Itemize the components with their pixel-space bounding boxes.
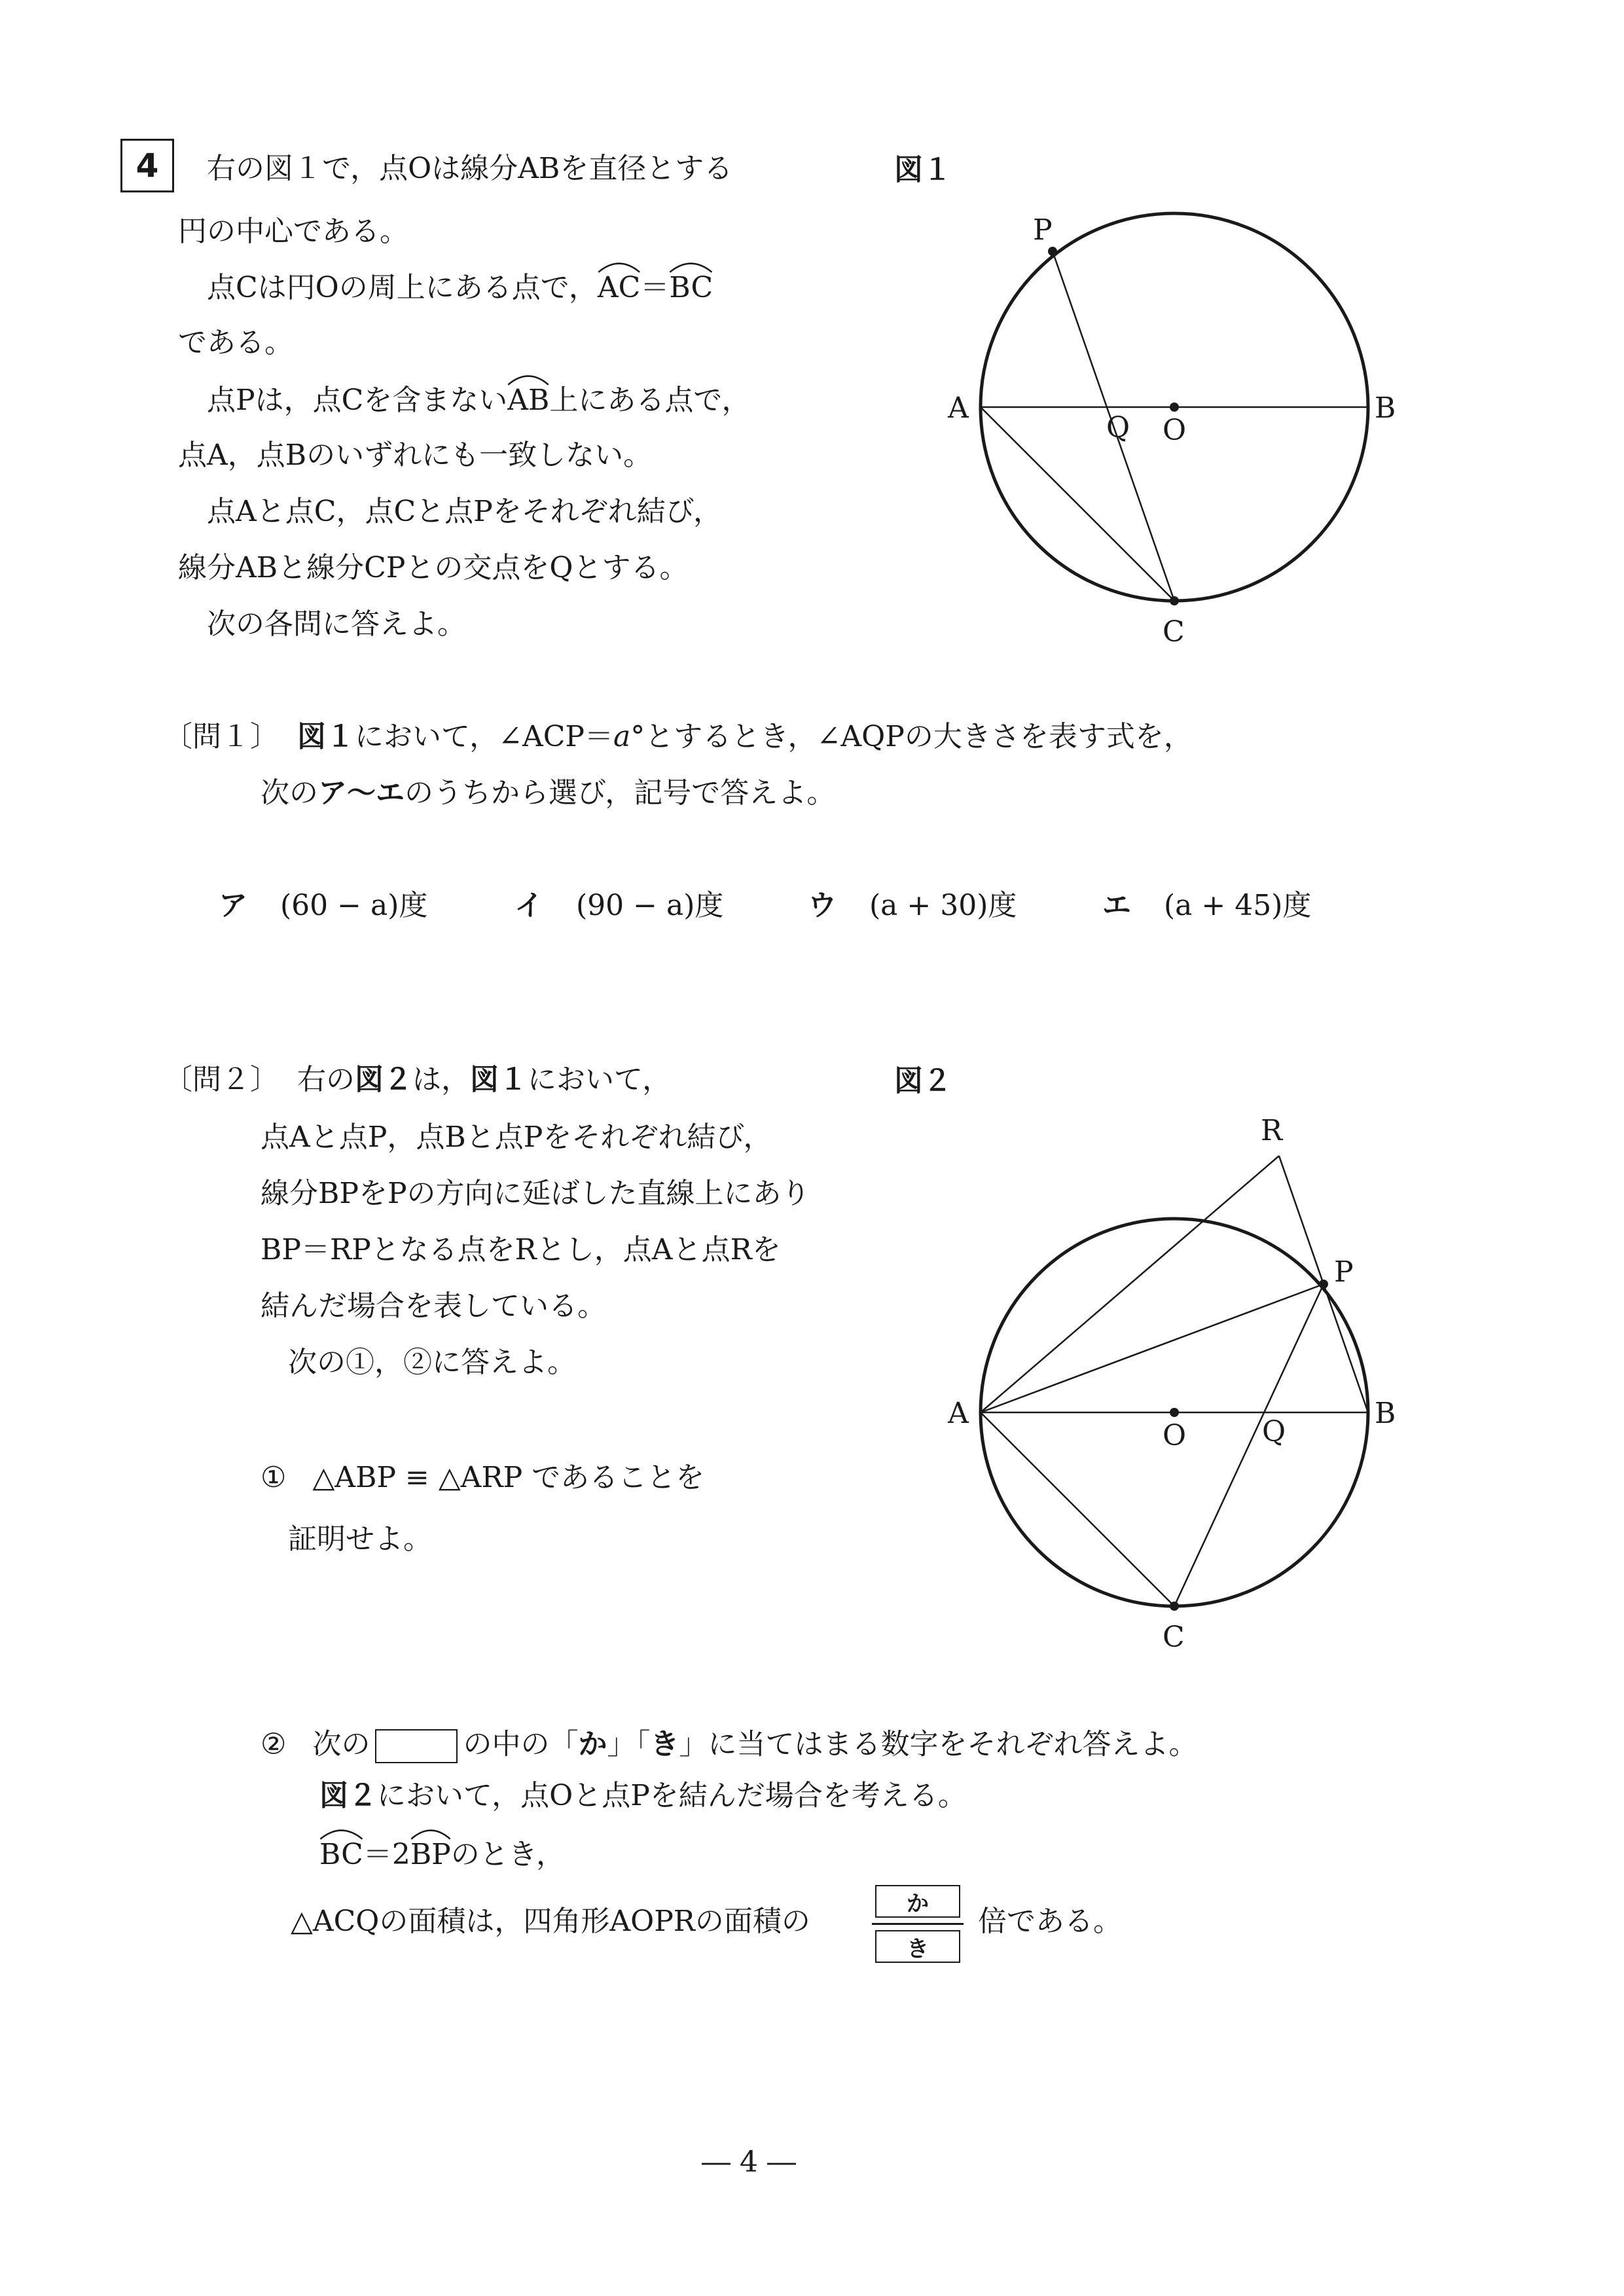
intro-line-9: 次の各問に答えよ。 <box>207 607 466 641</box>
fig2-segment-ar <box>981 1156 1279 1412</box>
denominator-box-ki: き <box>875 1930 960 1963</box>
q2-sub2-line3-b: のとき， <box>450 1838 566 1871</box>
numerator-box-ka: か <box>875 1885 960 1918</box>
problem-number: 4 <box>120 139 174 192</box>
equals: ＝ <box>640 271 670 304</box>
fig1-label-c: C <box>1163 615 1185 649</box>
q2-sub1-num: ① <box>261 1461 287 1494</box>
q2-fig2-ref: 図２ <box>355 1063 412 1096</box>
fig1-label-q: Q <box>1106 411 1130 444</box>
choice-a <box>219 891 427 920</box>
fig1-label-a: A <box>948 391 969 425</box>
fraction-bar <box>872 1923 964 1925</box>
fig1-label-b: B <box>1375 391 1396 425</box>
intro-line-3-text: 点Cは円Oの周上にある点で， <box>207 271 598 304</box>
fig1-point-c <box>1170 596 1179 605</box>
intro-line-5 <box>207 384 751 415</box>
q1-line2-b: のうちから選び，記号で答えよ。 <box>405 776 836 810</box>
q1-line-2 <box>261 776 836 810</box>
arc-ab: AB <box>507 384 549 415</box>
answer-blank-box <box>375 1729 458 1763</box>
fig2-segment-ap <box>981 1284 1324 1412</box>
q2-sub1-line-1 <box>261 1463 704 1492</box>
fig2-point-p <box>1319 1280 1328 1289</box>
intro-line-5-b: 上にある点で， <box>549 384 751 417</box>
fig2-label-o: O <box>1163 1419 1187 1452</box>
intro-line-7: 点Aと点C，点Cと点Pをそれぞれ結び， <box>207 495 722 528</box>
q2-sub1-line-2: 証明せよ。 <box>288 1522 432 1556</box>
q2-sub2-line2-text: において，点Oと点Pを結んだ場合を考える。 <box>377 1779 967 1812</box>
intro-line-4: である。 <box>178 326 293 359</box>
choice-i <box>514 891 723 920</box>
q2-eq2: ＝2 <box>363 1838 410 1871</box>
arc-bc-2: BC <box>319 1838 363 1869</box>
fig2-segment-ac <box>981 1412 1174 1606</box>
choice-u-label: ウ <box>808 889 837 922</box>
page-number: ― 4 ― <box>702 2145 796 2179</box>
q2-ki: き <box>650 1727 679 1761</box>
choice-u-expr: (a + 30)度 <box>869 889 1017 922</box>
q1-range: ア〜エ <box>318 776 405 810</box>
q2-sub1-text: △ABP ≡ △ARP であることを <box>312 1461 705 1494</box>
q2-sub2-d: 」に当てはまる数字をそれぞれ答えよ。 <box>679 1727 1198 1761</box>
q1-line2-a: 次の <box>261 776 318 810</box>
q2-line-4: BP＝RPとなる点をRとし，点Aと点Rを <box>261 1233 781 1266</box>
choice-i-label: イ <box>514 889 543 922</box>
figure-2 <box>929 1113 1427 1662</box>
q2-sub2-b: の中の「 <box>463 1727 579 1761</box>
q2-fig1-ref: 図１ <box>470 1063 528 1096</box>
intro-line-1: 右の図１で，点Oは線分ABを直径とする <box>207 152 733 185</box>
q2-line-6: 次の①，②に答えよ。 <box>288 1346 576 1379</box>
q1-tag: 〔問１〕 <box>164 720 279 753</box>
fig2-label-r: R <box>1261 1114 1283 1147</box>
arc-bc: BC <box>669 271 713 302</box>
q1-var: a <box>613 720 631 753</box>
fig2-point-o <box>1170 1408 1179 1417</box>
fig2-label-c: C <box>1163 1621 1185 1654</box>
fig2-label-p: P <box>1334 1255 1354 1289</box>
arc-bp: BP <box>410 1838 451 1869</box>
q2-line-5: 結んだ場合を表している。 <box>261 1289 606 1323</box>
fig1-point-o <box>1170 403 1179 412</box>
q2-sub2-line-1 <box>261 1729 1197 1763</box>
fig2-point-c <box>1170 1602 1179 1611</box>
intro-line-3 <box>207 271 713 302</box>
choice-a-label: ア <box>219 889 247 922</box>
answer-fraction <box>872 1885 964 1963</box>
q2-line1-b: は， <box>412 1063 470 1096</box>
q1-line-1 <box>164 720 1193 753</box>
choice-a-expr: (60 − a)度 <box>280 889 428 922</box>
q2-sub2-line-2 <box>319 1779 967 1812</box>
q2-sub2-c: 」「 <box>607 1727 651 1761</box>
choice-e-label: エ <box>1102 889 1131 922</box>
intro-line-6: 点A，点Bのいずれにも一致しない。 <box>178 439 653 472</box>
figure1-title: 図１ <box>894 153 952 187</box>
q2-sub2-fig-ref: 図２ <box>319 1779 377 1812</box>
fig2-label-q: Q <box>1262 1415 1286 1448</box>
q1-text-b: °とするとき，∠AQPの大きさを表す式を， <box>630 720 1193 753</box>
q2-line-3: 線分BPをPの方向に延ばした直線上にあり <box>261 1177 810 1210</box>
fig1-label-o: O <box>1163 414 1187 447</box>
fig2-label-b: B <box>1375 1397 1396 1430</box>
arc-ac: AC <box>598 271 640 302</box>
q2-sub2-line-4a: △ACQの面積は，四角形AOPRの面積の <box>291 1905 810 1938</box>
q2-line-1 <box>164 1063 672 1096</box>
intro-line-2: 円の中心である。 <box>178 215 408 248</box>
intro-line-5-a: 点Pは，点Cを含まない <box>207 384 508 417</box>
choice-u <box>808 891 1017 920</box>
fig1-segment-ac <box>981 407 1174 601</box>
figure-1 <box>929 209 1427 655</box>
q2-line1-a: 右の <box>297 1063 355 1096</box>
q2-line1-c: において， <box>528 1063 672 1096</box>
choice-e-expr: (a + 45)度 <box>1164 889 1312 922</box>
q2-tag: 〔問２〕 <box>164 1063 279 1096</box>
q2-sub2-line-4b: 倍である。 <box>978 1905 1122 1938</box>
q2-line-2: 点Aと点P，点Bと点Pをそれぞれ結び， <box>261 1121 772 1154</box>
fig2-label-a: A <box>948 1397 969 1430</box>
q2-ka: か <box>578 1727 607 1761</box>
choice-i-expr: (90 − a)度 <box>576 889 724 922</box>
fig1-label-p: P <box>1033 213 1053 247</box>
choice-e <box>1102 891 1311 920</box>
figure2-title: 図２ <box>894 1064 952 1098</box>
q1-text-a: において，∠ACP＝ <box>355 720 614 753</box>
q2-sub2-num: ② <box>261 1727 287 1761</box>
intro-line-8: 線分ABと線分CPとの交点をQとする。 <box>178 551 689 584</box>
fig1-point-p <box>1048 247 1057 256</box>
q2-sub2-a: 次の <box>312 1727 370 1761</box>
q2-sub2-line-3 <box>319 1838 565 1869</box>
q1-fig-ref: 図１ <box>297 720 355 753</box>
